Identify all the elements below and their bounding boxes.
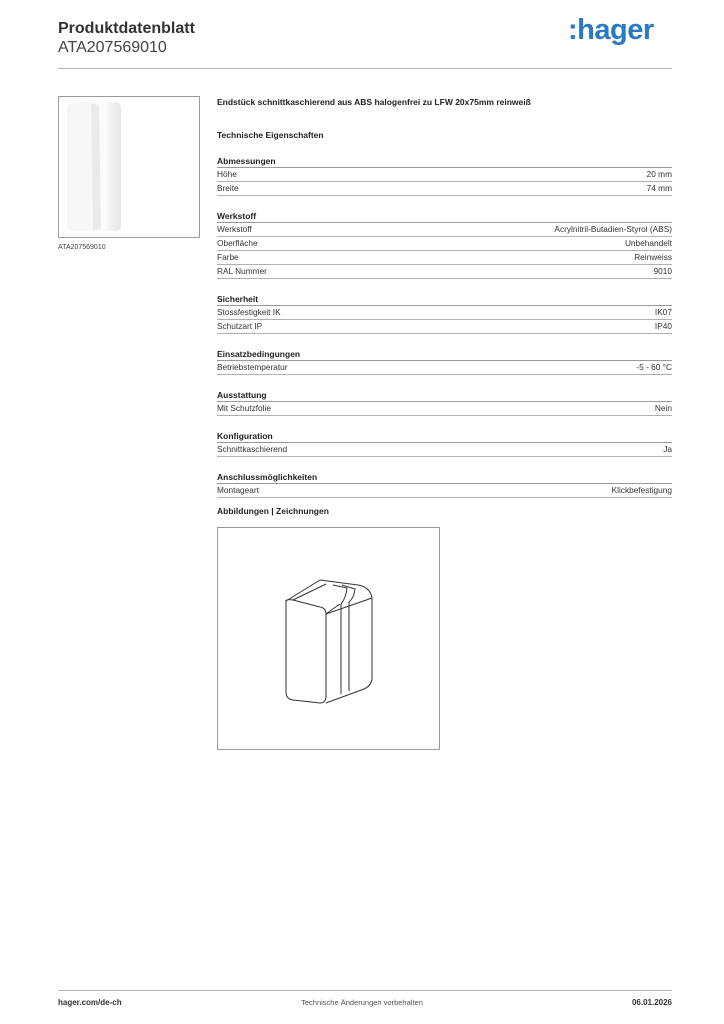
technical-properties-heading: Technische Eigenschaften (217, 130, 324, 140)
spec-row (217, 168, 672, 182)
spec-section (217, 293, 672, 334)
spec-row (217, 484, 672, 498)
spec-row (217, 320, 672, 334)
footer-website-link[interactable]: hager.com/de-ch (58, 998, 122, 1007)
spec-section (217, 210, 672, 279)
spec-section-title: Konfiguration (217, 430, 672, 443)
product-description: Endstück schnittkaschierend aus ABS halogenfrei zu LFW 20x75mm reinweiß (217, 97, 531, 107)
spec-label: RAL Nummer (217, 266, 267, 276)
spec-label: Montageart (217, 485, 259, 495)
spec-value: Unbehandelt (624, 238, 672, 248)
spec-section (217, 471, 672, 498)
spec-value: 9010 (653, 266, 672, 276)
spec-section-title: Anschlussmöglichkeiten (217, 471, 672, 484)
hager-logo: :hager (568, 14, 654, 46)
spec-section (217, 348, 672, 375)
spec-label: Schnittkaschierend (217, 444, 288, 454)
spec-label: Breite (217, 183, 239, 193)
spec-value: IK07 (654, 307, 672, 317)
spec-label: Betriebstemperatur (217, 362, 288, 372)
spec-value: Acrylnitril-Butadien-Styrol (ABS) (554, 224, 672, 234)
product-details (217, 96, 672, 498)
product-photo-image (59, 97, 199, 237)
spec-value: IP40 (654, 321, 672, 331)
specification-sections (217, 155, 672, 498)
spec-row (217, 265, 672, 279)
spec-row (217, 361, 672, 375)
figures-heading: Abbildungen | Zeichnungen (217, 506, 329, 516)
spec-row (217, 402, 672, 416)
spec-value: 74 mm (646, 183, 672, 193)
spec-section-title: Ausstattung (217, 389, 672, 402)
spec-row (217, 443, 672, 457)
spec-section (217, 430, 672, 457)
spec-section-title: Werkstoff (217, 210, 672, 223)
spec-row (217, 251, 672, 265)
spec-value: Ja (663, 444, 672, 454)
spec-value: Reinweiss (634, 252, 672, 262)
technical-drawing (217, 527, 440, 750)
footer-date: 06.01.2026 (631, 998, 672, 1007)
footer-divider (58, 990, 672, 991)
spec-value: 20 mm (646, 169, 672, 179)
spec-label: Höhe (217, 169, 237, 179)
spec-value: Klickbefestigung (611, 485, 672, 495)
product-code: ATA207569010 (58, 39, 167, 56)
product-thumbnail (58, 96, 200, 238)
thumbnail-caption: ATA207569010 (58, 244, 106, 251)
spec-section-title: Sicherheit (217, 293, 672, 306)
footer-notice: Technische Änderungen vorbehalten (301, 998, 423, 1007)
spec-label: Mit Schutzfolie (217, 403, 271, 413)
spec-value: -5 - 60 °C (636, 362, 672, 372)
spec-section-title: Einsatzbedingungen (217, 348, 672, 361)
header-divider (58, 68, 672, 69)
spec-row (217, 237, 672, 251)
spec-value: Nein (654, 403, 672, 413)
end-piece-drawing-image (218, 528, 439, 749)
spec-label: Oberfläche (217, 238, 258, 248)
spec-row (217, 182, 672, 196)
spec-section (217, 389, 672, 416)
spec-label: Farbe (217, 252, 239, 262)
spec-section-title: Abmessungen (217, 155, 672, 168)
spec-row (217, 306, 672, 320)
page-title: Produktdatenblatt (58, 20, 195, 37)
spec-label: Schutzart IP (217, 321, 263, 331)
spec-section (217, 155, 672, 196)
spec-label: Stossfestigkeit IK (217, 307, 281, 317)
spec-label: Werkstoff (217, 224, 252, 234)
spec-row (217, 223, 672, 237)
